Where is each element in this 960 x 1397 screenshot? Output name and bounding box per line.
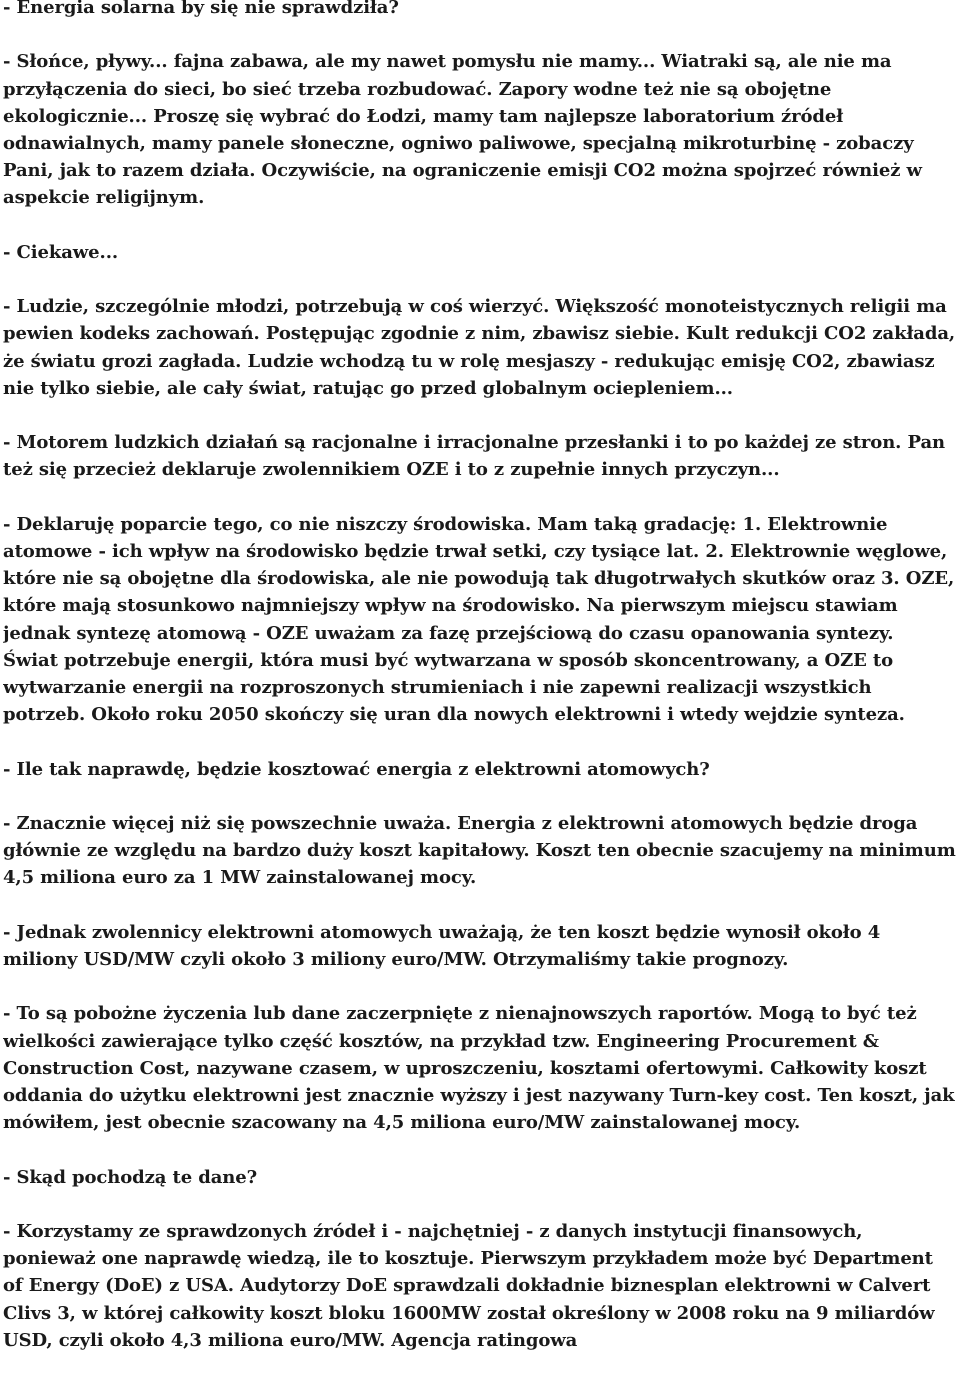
paragraph-wishful-thinking: - To są pobożne życzenia lub dane zaczerpnięte z nienajnowszych raportów. Mogą to być też wielkości zawierające tylko część kosztów, na przykład tzw. Engineering Procurement & Construction Cost, nazywane czasem, w uproszczeniu, kosztami ofertowymi. Całkowity koszt oddania do użytku elektrowni jest znacznie wyższy i jest nazywany Turn-key cost. Ten koszt, jak mówiłem, jest obecnie szacowany na 4,5 miliona euro/MW zainstalowanej mocy. (3, 1003, 955, 1134)
paragraph-solar-question: - Energia solarna by się nie sprawdziła? (3, 0, 399, 18)
paragraph-interesting: - Ciekawe... (3, 241, 119, 263)
paragraph-gradation: - Deklaruję poparcie tego, co nie niszczy środowiska. Mam taką gradację: 1. Elektrownie atomowe - ich wpływ na środowisko będzie trwał setki, czy tysiące lat. 2. Elektrownie węglowe, które nie są obojętne dla środowiska, ale nie powodują tak długotrwałych skutków oraz 3. OZE, które mają stosunkowo najmniejszy wpływ na środowisko. Na pierwszym miejscu stawiam jednak syntezę atomową - OZE uważam za fazę przejściową do czasu opanowania syntezy. (3, 513, 955, 644)
paragraph-data-source-answer: - Korzystamy ze sprawdzonych źródeł i - najchętniej - z danych instytucji finansowych, ponieważ one naprawdę wiedzą, ile to kosztuje. Pierwszym przykładem może być Department of Energy (DoE) z USA. Audytorzy DoE sprawdzali dokładnie biznesplan elektrowni w Calvert Clivs 3, w której całkowity koszt bloku 1600MW został określony w 2008 roku na 9 miliardów USD, czyli około 4,3 miliona euro/MW. Agencja ratingowa (3, 1220, 935, 1351)
paragraph-supporters: - Jednak zwolennicy elektrowni atomowych uważają, że ten koszt będzie wynosił około 4 miliony USD/MW czyli około 3 miliony euro/MW. Otrzymaliśmy takie prognozy. (3, 921, 881, 970)
paragraph-data-source-question: - Skąd pochodzą te dane? (3, 1166, 258, 1188)
paragraph-religion: - Ludzie, szczególnie młodzi, potrzebują w coś wierzyć. Większość monoteistycznych religii ma pewien kodeks zachowań. Postępując zgodnie z nim, zbawisz siebie. Kult redukcji CO2 zakłada, że światu grozi zagłada. Ludzie wchodzą tu w rolę mesjaszy - redukując emisję CO2, zbawiasz nie tylko siebie, ale cały świat, ratując go przed globalnym ociepleniem... (3, 296, 956, 399)
paragraph-motives: - Motorem ludzkich działań są racjonalne i irracjonalne przesłanki i to po każdej ze stron. Pan też się przecież deklaruje zwolennikiem OZE i to z zupełnie innych przyczyn... (3, 432, 946, 481)
document-body (3, 0, 958, 1354)
paragraph-cost-answer: - Znacznie więcej niż się powszechnie uważa. Energia z elektrowni atomowych będzie droga głównie ze względu na bardzo duży koszt kapitałowy. Koszt ten obecnie szacujemy na minimum 4,5 miliona euro za 1 MW zainstalowanej mocy. (3, 812, 956, 889)
paragraph-renewables-answer: - Słońce, pływy... fajna zabawa, ale my nawet pomysłu nie mamy... Wiatraki są, ale nie ma przyłączenia do sieci, bo sieć trzeba rozbudować. Zapory wodne też nie są obojętne ekologicznie... Proszę się wybrać do Łodzi, mamy tam najlepsze laboratorium źródeł odnawialnych, mamy panele słoneczne, ogniwo paliwowe, specjalną mikroturbinę - zobaczy Pani, jak to razem działa. Oczywiście, na ograniczenie emisji CO2 można spojrzeć również w aspekcie religijnym. (3, 51, 922, 209)
paragraph-world-energy: Świat potrzebuje energii, która musi być wytwarzana w sposób skoncentrowany, a OZE to wytwarzanie energii na rozproszonych strumieniach i nie zapewni realizacji wszystkich potrzeb. Około roku 2050 skończy się uran dla nowych elektrowni i wtedy wejdzie synteza. (3, 649, 905, 726)
paragraph-cost-question: - Ile tak naprawdę, będzie kosztować energia z elektrowni atomowych? (3, 758, 710, 780)
document-page (3, 0, 958, 1397)
